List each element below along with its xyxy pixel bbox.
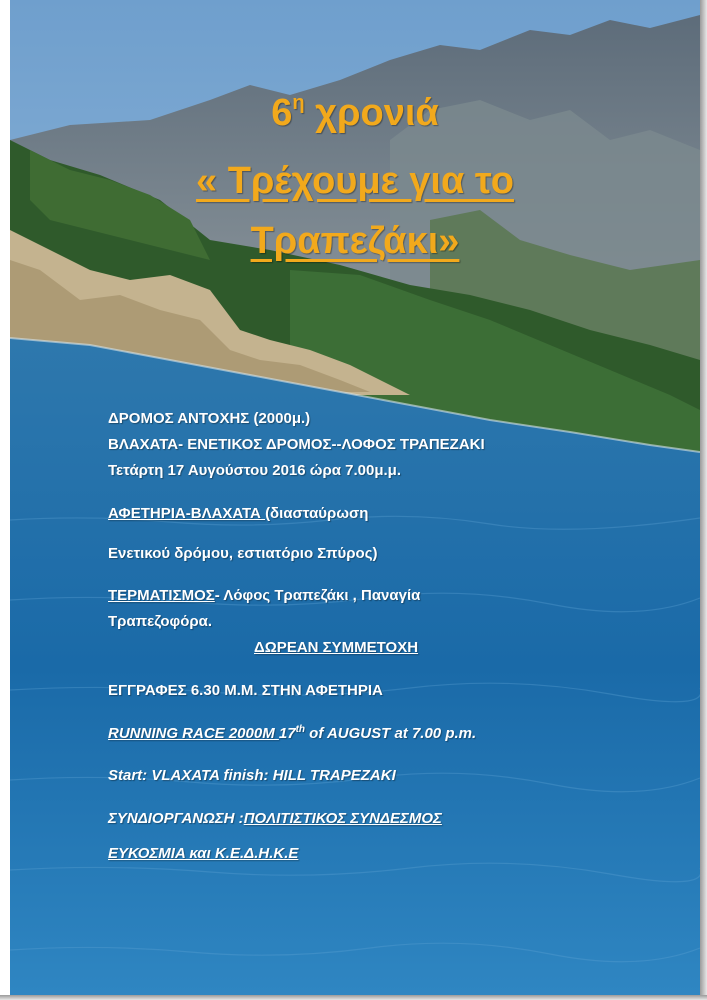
finish-desc-2: Τραπεζοφόρα. — [108, 613, 213, 630]
headline-title-line-2: Τραπεζάκι» — [250, 220, 460, 262]
free-participation — [254, 639, 418, 656]
headline-year-number: 6 — [271, 92, 293, 134]
finish-desc-1: - Λόφος Τραπεζάκι , Παναγία — [214, 587, 421, 604]
organizer-1: ΠΟΛΙΤΙΣΤΙΚΟΣ ΣΥΝΔΕΣΜΟΣ — [243, 810, 442, 827]
page-shadow-right — [700, 0, 707, 1000]
headline-year-word: χρονιά — [304, 92, 439, 134]
english-race-line — [108, 724, 476, 742]
race-type: ΔΡΟΜΟΣ ΑΝΤΟΧΗΣ (2000μ.) — [108, 410, 311, 427]
start-desc-1: (διασταύρωση — [265, 505, 369, 522]
finish-label: ΤΕΡΜΑΤΙΣΜΟΣ — [108, 587, 215, 604]
english-race-day-suffix: th — [295, 724, 306, 735]
race-date: Τετάρτη 17 Αυγούστου 2016 ώρα 7.00μ.μ. — [108, 462, 402, 479]
english-race-time: of AUGUST at 7.00 p.m. — [305, 725, 477, 742]
finish-info — [108, 587, 420, 604]
headline-title-line-1: « Τρέχουμε για το — [196, 160, 514, 202]
start-info — [108, 505, 368, 522]
organizers-label: ΣΥΝΔΙΟΡΓΑΝΩΣΗ : — [108, 810, 244, 827]
page-shadow-bottom — [0, 995, 707, 1000]
english-race-label: RUNNING RACE 2000M — [108, 725, 279, 742]
race-route: ΒΛΑΧΑΤΑ- ΕΝΕΤΙΚΟΣ ΔΡΟΜΟΣ--ΛΟΦΟΣ ΤΡΑΠΕΖΑΚΙ — [108, 436, 485, 453]
free-participation-text: ΔΩΡΕΑΝ ΣΥΜΜΕΤΟΧΗ — [254, 639, 419, 656]
english-race-day: 17 — [278, 725, 296, 742]
organizer-2: ΕΥΚΟΣΜΙΑ και Κ.Ε.Δ.Η.Κ.Ε — [108, 845, 299, 862]
start-label: ΑΦΕΤΗΡΙΑ-ΒΛΑΧΑΤΑ — [108, 505, 266, 522]
english-start-finish: Start: VLAXATA finish: HILL TRAPEZAKI — [108, 767, 396, 784]
headline-year — [120, 92, 590, 135]
organizers-line — [108, 810, 442, 827]
start-desc-2: Ενετικού δρόμου, εστιατόριο Σπύρος) — [108, 545, 378, 562]
organizers-line-2 — [108, 845, 298, 862]
registration: ΕΓΓΡΑΦΕΣ 6.30 Μ.Μ. ΣΤΗΝ ΑΦΕΤΗΡΙΑ — [108, 682, 383, 699]
headline-year-suffix: η — [292, 92, 305, 114]
